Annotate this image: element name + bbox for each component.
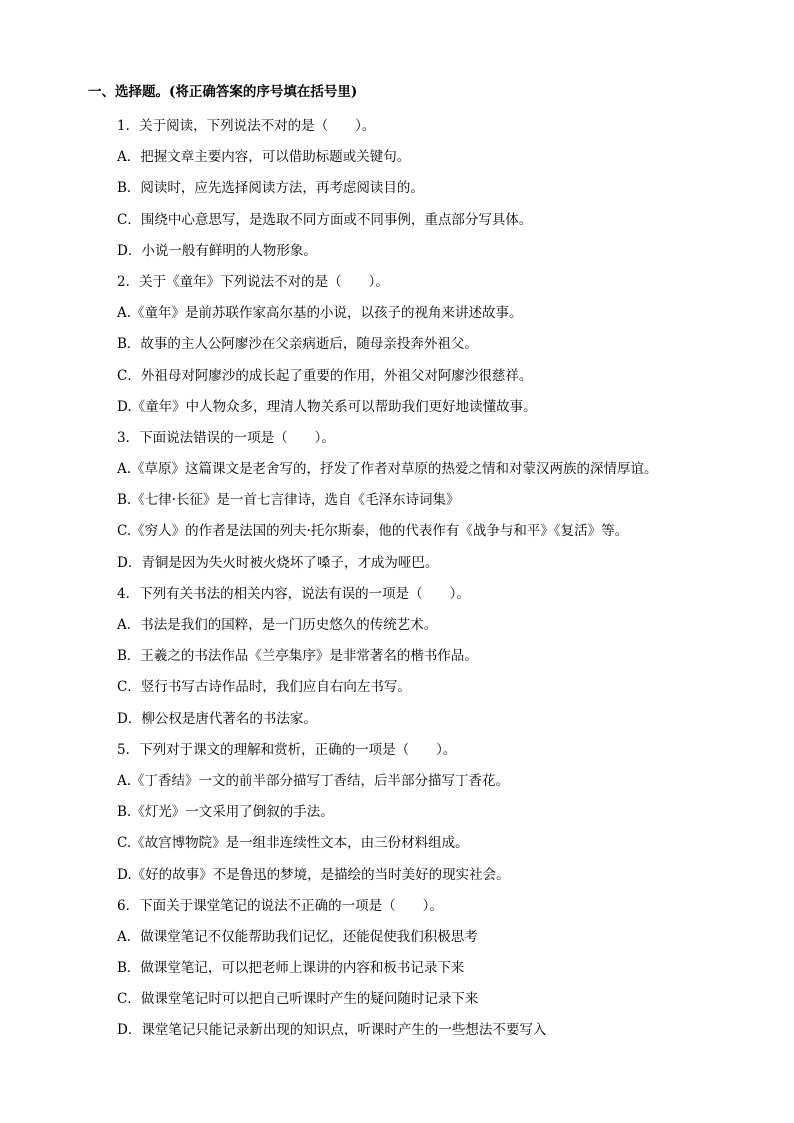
question-stem-1: 1．关于阅读，下列说法不对的是（ ）。 bbox=[117, 118, 376, 134]
question-6-option-c: C．做课堂笔记时可以把自己听课时产生的疑问随时记录下来 bbox=[117, 991, 479, 1008]
question-6-option-a: A．做课堂笔记不仅能帮助我们记忆，还能促使我们积极思考 bbox=[117, 928, 478, 945]
question-stem-4: 4．下列有关书法的相关内容，说法有误的一项是（ ）。 bbox=[117, 585, 470, 602]
question-list bbox=[117, 111, 757, 1047]
question-2-option-b: B．故事的主人公阿廖沙在父亲病逝后，随母亲投奔外祖父。 bbox=[117, 336, 478, 353]
question-4-option-b: B．王羲之的书法作品《兰亭集序》是非常著名的楷书作品。 bbox=[117, 648, 478, 665]
question-2-option-c: C．外祖母对阿廖沙的成长起了重要的作用，外祖父对阿廖沙很慈祥。 bbox=[117, 367, 533, 384]
question-5-option-b: B.《灯光》一文采用了倒叙的手法。 bbox=[117, 804, 334, 821]
question-stem-3: 3．下面说法错误的一项是（ ）。 bbox=[117, 429, 335, 446]
question-2-option-d: D.《童年》中人物众多，理清人物关系可以帮助我们更好地读懂故事。 bbox=[117, 398, 537, 415]
question-3-option-c: C.《穷人》的作者是法国的列夫·托尔斯泰，他的代表作有《战争与和平》《复活》等。 bbox=[117, 523, 629, 540]
question-4-option-d: D．柳公权是唐代著名的书法家。 bbox=[117, 710, 317, 727]
question-6-option-d: D．课堂笔记只能记录新出现的知识点，听课时产生的一些想法不要写入 bbox=[117, 1022, 547, 1039]
question-3-option-b: B.《七律·长征》是一首七言律诗，选自《毛泽东诗词集》 bbox=[117, 492, 460, 509]
question-1-option-a: A．把握文章主要内容，可以借助标题或关键句。 bbox=[117, 149, 411, 166]
question-4-option-a: A．书法是我们的国粹，是一门历史悠久的传统艺术。 bbox=[117, 617, 438, 633]
question-6-option-b: B．做课堂笔记，可以把老师上课讲的内容和板书记录下来 bbox=[117, 960, 465, 977]
question-stem-5: 5．下列对于课文的理解和赏析，正确的一项是（ ）。 bbox=[117, 741, 457, 758]
question-stem-6: 6．下面关于课堂笔记的说法不正确的一项是（ ）。 bbox=[117, 897, 443, 914]
question-1-option-c: C．围绕中心意思写，是选取不同方面或不同事例，重点部分写具体。 bbox=[117, 211, 533, 228]
question-2-option-a: A.《童年》是前苏联作家高尔基的小说，以孩子的视角来讲述故事。 bbox=[117, 305, 523, 322]
question-1-option-b: B．阅读时，应先选择阅读方法，再考虑阅读目的。 bbox=[117, 180, 424, 197]
question-1-option-d: D．小说一般有鲜明的人物形象。 bbox=[117, 242, 317, 259]
question-5-option-a: A.《丁香结》一文的前半部分描写丁香结，后半部分描写丁香花。 bbox=[117, 772, 510, 789]
question-5-option-c: C.《故宫博物院》是一组非连续性文本，由三份材料组成。 bbox=[117, 835, 469, 852]
question-4-option-c: C．竖行书写古诗作品时，我们应自右向左书写。 bbox=[117, 679, 411, 696]
question-stem-2: 2．关于《童年》下列说法不对的是（ ）。 bbox=[117, 273, 389, 290]
section-title: 一、选择题。(将正确答案的序号填在括号里) bbox=[88, 84, 358, 100]
question-3-option-a: A.《草原》这篇课文是老舍写的，抒发了作者对草原的热爱之情和对蒙汉两族的深情厚谊。 bbox=[117, 461, 658, 478]
question-3-option-d: D．青铜是因为失火时被火烧坏了嗓子，才成为哑巴。 bbox=[117, 554, 439, 571]
question-5-option-d: D.《好的故事》不是鲁迅的梦境，是描绘的当时美好的现实社会。 bbox=[117, 866, 510, 883]
